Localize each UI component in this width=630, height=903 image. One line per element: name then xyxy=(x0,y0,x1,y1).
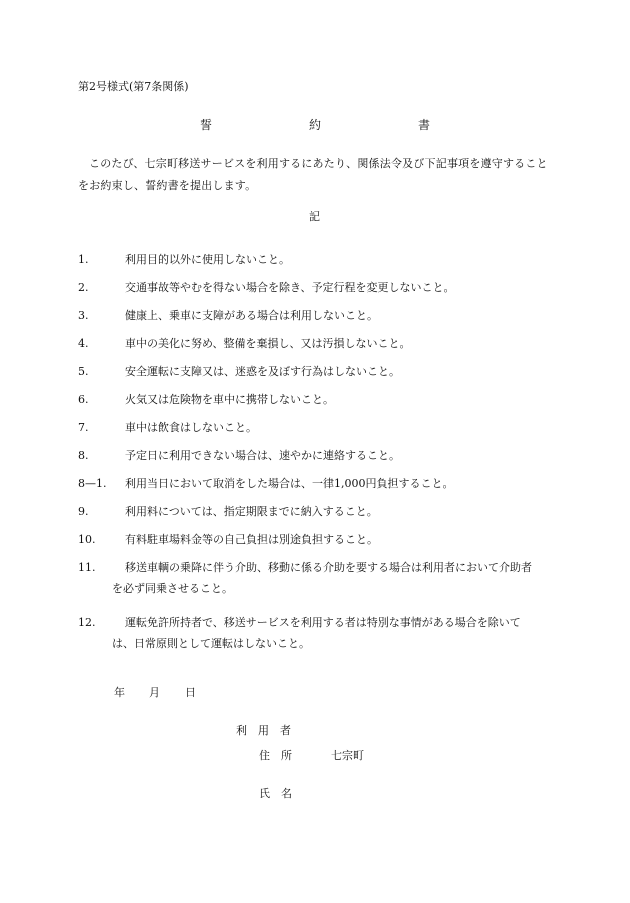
item-number: 6. xyxy=(78,393,89,406)
item-number: 11. xyxy=(78,561,96,574)
address-value: 七宗町 xyxy=(331,749,364,762)
item-number: 10. xyxy=(78,533,96,546)
item-text: 健康上、乗車に支障がある場合は利用しないこと。 xyxy=(125,309,378,322)
item-text: 車中の美化に努め、整備を棄損し、又は汚損しないこと。 xyxy=(125,337,411,350)
item-text: 安全運転に支障又は、迷惑を及ぼす行為はしないこと。 xyxy=(125,365,400,378)
item-number: 12. xyxy=(78,616,96,629)
item-text: 有料駐車場料金等の自己負担は別途負担すること。 xyxy=(125,533,378,546)
item-number: 8—1. xyxy=(78,477,107,490)
item-text: 運転免許所持者で、移送サービスを利用する者は特別な事情がある場合を除いて xyxy=(125,616,521,629)
item-continuation: は、日常原則として運転はしないこと。 xyxy=(112,637,310,650)
intro-paragraph: このたび、七宗町移送サービスを利用するにあたり、関係法令及び下記事項を遵守することをお約束し、誓約書を提出します。 xyxy=(78,157,548,192)
item-number: 5. xyxy=(78,365,89,378)
date-month-label: 月 xyxy=(149,686,160,699)
item-text: 移送車輌の乗降に伴う介助、移動に係る介助を要する場合は利用者において介助者 xyxy=(125,561,532,574)
item-text: 利用当日において取消をした場合は、一律1,000円負担すること。 xyxy=(125,477,454,490)
title-char-2: 約 xyxy=(308,118,321,132)
item-number: 7. xyxy=(78,421,89,434)
item-number: 2. xyxy=(78,281,89,294)
item-text: 火気又は危険物を車中に携帯しないこと。 xyxy=(125,393,334,406)
form-number: 第2号様式(第7条関係) xyxy=(78,80,189,93)
date-year-label: 年 xyxy=(114,686,125,699)
user-label: 利 用 者 xyxy=(236,724,291,737)
item-text: 予定日に利用できない場合は、速やかに連絡すること。 xyxy=(125,449,400,462)
item-number: 9. xyxy=(78,505,89,518)
item-number: 3. xyxy=(78,309,89,322)
item-continuation: を必ず同乗させること。 xyxy=(112,582,233,595)
document-title xyxy=(200,117,430,133)
item-text: 利用料については、指定期限までに納入すること。 xyxy=(125,505,378,518)
item-text: 交通事故等やむを得ない場合を除き、予定行程を変更しないこと。 xyxy=(125,281,455,294)
name-label: 氏 名 xyxy=(259,787,292,800)
title-char-3: 書 xyxy=(417,118,430,132)
item-number: 8. xyxy=(78,449,89,462)
item-text: 車中は飲食はしないこと。 xyxy=(125,421,257,434)
item-number: 1. xyxy=(78,253,89,266)
item-number: 4. xyxy=(78,337,89,350)
title-char-1: 誓 xyxy=(200,118,213,132)
date-day-label: 日 xyxy=(185,686,196,699)
item-text: 利用目的以外に使用しないこと。 xyxy=(125,253,290,266)
address-label: 住 所 xyxy=(259,749,292,762)
ki-heading: 記 xyxy=(309,210,320,223)
